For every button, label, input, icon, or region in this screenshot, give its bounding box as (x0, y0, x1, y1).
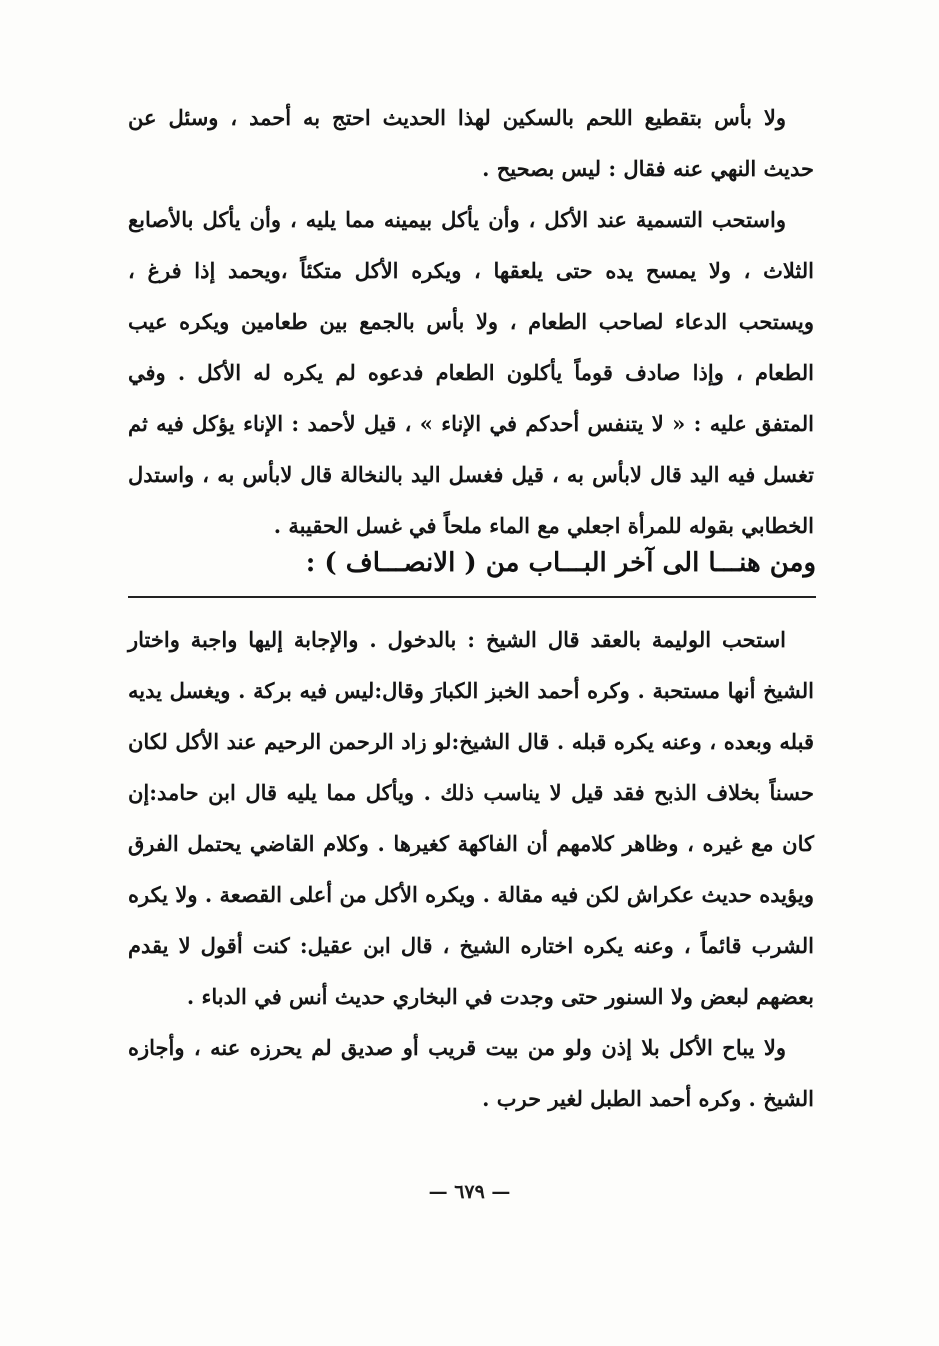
page-number: — ٦٧٩ — (428, 1181, 511, 1203)
paragraph-eating-etiquette: واستحب التسمية عند الأكل ، وأن يأكل بيمينه مما يليه ، وأن يأكل بالأصابع الثلاث ، ولا يمسح يده حتى يلعقها ، ويكره الأكل متكئاً ،ويحمد إذا فرغ ، ويستحب الدعاء لصاحب الطعام ، ولا بأس بالجمع بين طعامين ويكره عيب الطعام ، وإذا صادف قوماً يأكلون الطعام فدعوه لم يكره له الأكل . وفي المتفق عليه : « لا يتنفس أحدكم في الإناء » ، قيل لأحمد : الإناء يؤكل فيه ثم تغسل فيه اليد قال لابأس به ، قيل فغسل اليد بالنخالة قال لابأس به ، واستدل الخطابي بقوله للمرأة اجعلي مع الماء ملحاً في غسل الحقيبة . (128, 207, 814, 538)
section-heading (128, 542, 816, 598)
top-text-block (128, 92, 814, 551)
section-heading-text: ومن هنـــا الى آخر البـــاب من ( الانصـــاف ) : (305, 548, 816, 578)
paragraph-walima: استحب الوليمة بالعقد قال الشيخ : بالدخول . والإجابة إليها واجبة واختار الشيخ أنها مستحبة . وكره أحمد الخبز الكبارَ وقال:ليس فيه بركة . ويغسل يديه قبله وبعده ، وعنه يكره قبله . قال الشيخ:لو زاد الرحمن الرحيم عند الأكل لكان حسناً بخلاف الذبح فقد قيل لا يناسب ذلك . ويأكل مما يليه قال ابن حامد:إن كان مع غيره ، وظاهر كلامهم أن الفاكهة كغيرها . وكلام القاضي يحتمل الفرق ويؤيده حديث عكراش لكن فيه مقالة . ويكره الأكل من أعلى القصعة . ولا يكره الشرب قائماً ، وعنه يكره اختاره الشيخ ، قال ابن عقيل: كنت أقول لا يقدم بعضهم لبعض ولا السنور حتى وجدت في البخاري حديث أنس في الدباء . (128, 627, 814, 1009)
paragraph-knife-meat: ولا بأس بتقطيع اللحم بالسكين لهذا الحديث احتج به أحمد ، وسئل عن حديث النهي عنه فقال : ليس بصحيح . (128, 105, 814, 181)
paragraph-permission: ولا يباح الأكل بلا إذن ولو من بيت قريب أو صديق لم يحرزه عنه ، وأجازه الشيخ . وكره أحمد الطبل لغير حرب . (128, 1035, 814, 1111)
heading-underline (128, 596, 816, 598)
bottom-text-block (128, 614, 814, 1124)
